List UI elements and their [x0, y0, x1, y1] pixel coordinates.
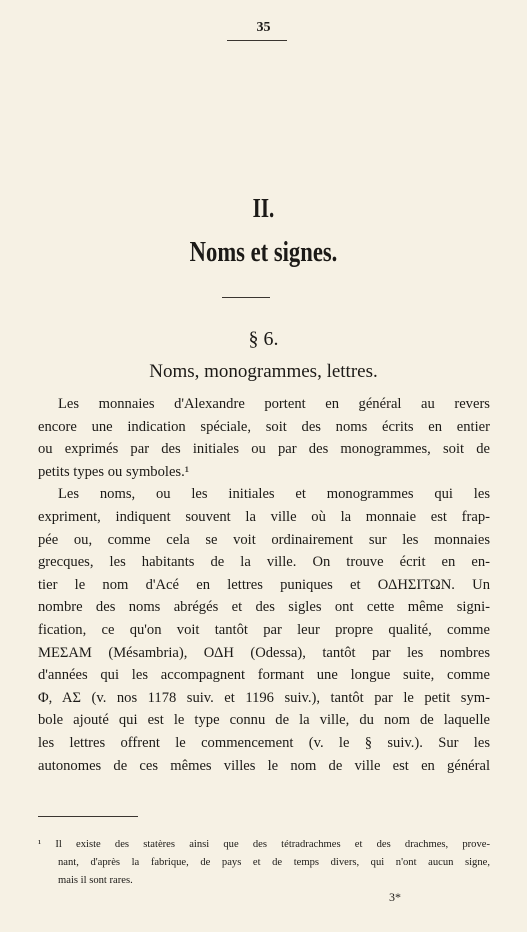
section-numeral: II. — [252, 193, 275, 223]
body-line: d'années qui les accompagnent formant une longue suite, comme — [38, 667, 490, 684]
title-divider — [222, 297, 270, 298]
body-line: petits types ou symboles.¹ — [38, 463, 190, 480]
footnote-divider — [38, 816, 138, 817]
body-line: Φ, ΑΣ (v. nos 1178 suiv. et 1196 suiv.), tantôt par le petit sym- — [38, 689, 490, 706]
paragraph-subtitle: Noms, monogrammes, lettres. — [149, 361, 378, 382]
body-text — [38, 393, 490, 777]
body-line: tier le nom d'Acé en lettres puniques et ΟΔΗΣΙΤΩΝ. Un — [38, 576, 490, 593]
signature-mark: 3* — [389, 890, 401, 904]
body-line: nombre des noms abrégés et des sigles ont cette même signi- — [38, 599, 490, 616]
body-line: ou exprimés par des initiales ou par des monogrammes, soit de — [38, 441, 490, 458]
section-title: Noms et signes. — [189, 236, 338, 268]
footnote — [38, 836, 490, 890]
page-number: 35 — [256, 20, 271, 35]
page-number-rule — [227, 40, 287, 41]
body-line: grecques, les habitants de la ville. On trouve écrit en en- — [38, 554, 490, 571]
body-line: les lettres offrent le commencement (v. le § suiv.). Sur les — [38, 734, 490, 751]
body-line: fication, ce qu'on voit tantôt par leur propre qualité, comme — [38, 621, 490, 638]
body-line: bole ajouté qui est le type connu de la ville, du nom de laquelle — [38, 712, 490, 729]
body-line: autonomes de ces mêmes villes le nom de ville est en général — [38, 757, 490, 774]
footnote-line: ¹ Il existe des statères ainsi que des tétradrachmes et des drachmes, prove- — [38, 839, 490, 850]
body-line: Les monnaies d'Alexandre portent en général au revers — [58, 396, 490, 412]
footnote-line: mais il sont rares. — [58, 875, 133, 886]
body-line: expriment, indiquent souvent la ville où la monnaie est frap- — [38, 508, 490, 525]
body-line: ΜΕΣΑΜ (Mésambria), ΟΔΗ (Odessa), tantôt par les nombres — [38, 644, 490, 661]
footnote-line: nant, d'après la fabrique, de pays et de temps divers, qui n'ont aucun signe, — [58, 857, 490, 868]
paragraph-number: § 6. — [248, 328, 279, 350]
body-line: pée ou, comme cela se voit ordinairement sur les monnaies — [38, 531, 490, 548]
body-line: Les noms, ou les initiales et monogrammes qui les — [58, 486, 490, 503]
body-line: encore une indication spéciale, soit des noms écrits en entier — [38, 418, 490, 435]
